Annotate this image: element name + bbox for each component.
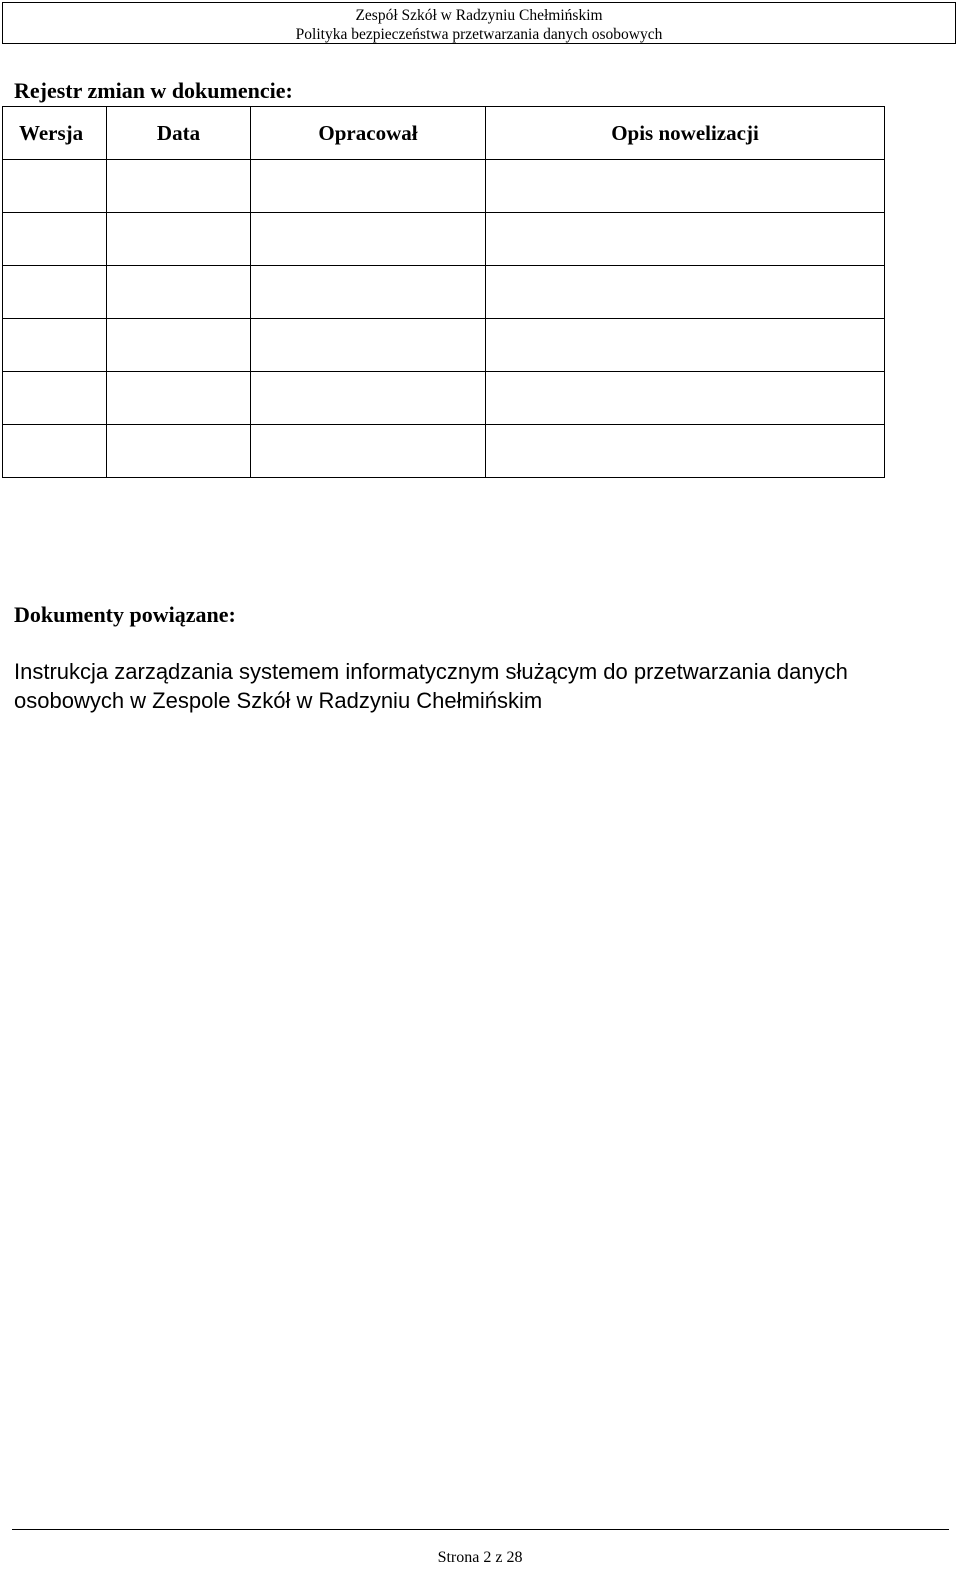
table-header-row xyxy=(3,107,885,160)
table-cell xyxy=(251,160,486,213)
column-header-version: Wersja xyxy=(3,107,107,160)
document-header xyxy=(2,2,956,44)
column-header-date: Data xyxy=(107,107,251,160)
change-register-table xyxy=(2,106,885,478)
table-cell xyxy=(486,425,885,478)
header-document-title: Polityka bezpieczeństwa przetwarzania danych osobowych xyxy=(295,26,663,43)
table-cell xyxy=(251,266,486,319)
table-cell xyxy=(251,319,486,372)
table-row xyxy=(3,160,885,213)
table-cell xyxy=(107,319,251,372)
table-cell xyxy=(251,372,486,425)
page-number: Strona 2 z 28 xyxy=(437,1549,523,1566)
table-cell xyxy=(3,425,107,478)
table-cell xyxy=(107,266,251,319)
table-cell xyxy=(107,213,251,266)
column-header-description: Opis nowelizacji xyxy=(486,107,885,160)
table-cell xyxy=(486,160,885,213)
column-header-author: Opracował xyxy=(251,107,486,160)
footer-divider xyxy=(12,1529,949,1530)
table-row xyxy=(3,319,885,372)
register-title: Rejestr zmian w dokumencie: xyxy=(14,78,293,103)
table-cell xyxy=(3,372,107,425)
related-document-entry: Instrukcja zarządzania systemem informatycznym służącym do przetwarzania danych osobowych w Zespole Szkół w Radzyniu Chełmińskim xyxy=(14,659,848,713)
table-cell xyxy=(107,372,251,425)
table-cell xyxy=(251,425,486,478)
table-cell xyxy=(3,213,107,266)
table-cell xyxy=(3,319,107,372)
header-school-name: Zespół Szkół w Radzyniu Chełmińskim xyxy=(355,7,603,24)
table-cell xyxy=(486,266,885,319)
table-cell xyxy=(107,160,251,213)
table-cell xyxy=(486,372,885,425)
table-cell xyxy=(486,319,885,372)
table-cell xyxy=(3,266,107,319)
table-cell xyxy=(486,213,885,266)
table-cell xyxy=(3,160,107,213)
table-row xyxy=(3,372,885,425)
related-documents-title: Dokumenty powiązane: xyxy=(14,602,236,627)
table-row xyxy=(3,213,885,266)
table-row xyxy=(3,266,885,319)
table-cell xyxy=(251,213,486,266)
table-cell xyxy=(107,425,251,478)
table-row xyxy=(3,425,885,478)
